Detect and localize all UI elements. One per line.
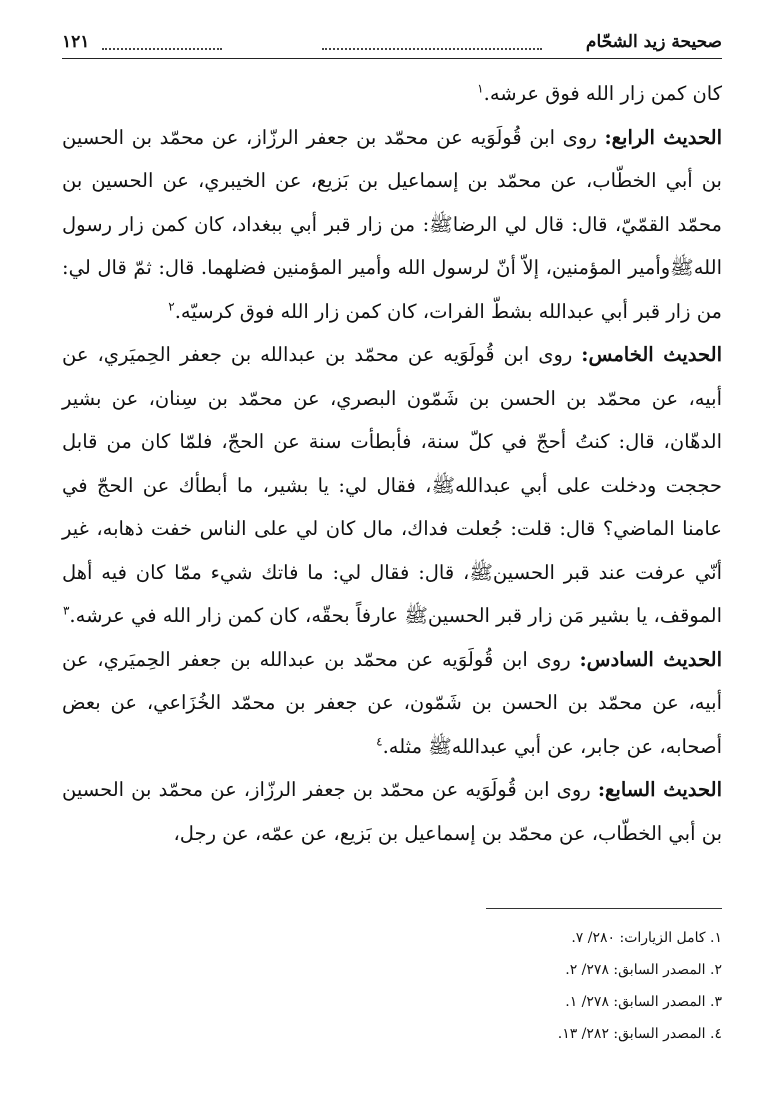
paragraph	[62, 638, 722, 769]
page-number-leader-dots	[102, 28, 222, 50]
footnote: ٤. المصدر السابق: ٢٨٢/ ١٣.	[557, 1026, 722, 1042]
paragraph	[62, 72, 722, 116]
footnote-ref: ١	[477, 81, 484, 96]
footnote-ref: ٢	[168, 299, 175, 313]
footnote: ٣. المصدر السابق: ٢٧٨/ ١.	[565, 994, 722, 1010]
hadith-heading: الحديث الرابع:	[604, 125, 722, 149]
paragraph-text: روى ابن قُولَوَيه عن محمّد بن عبدالله بن جعفر الحِميَري، عن أبيه، عن محمّد بن الحسن بن شَمّون البصري، عن محمّد بن سِنان، عن بشير الدهّان، قال: كنتُ أحجّ في كلّ سنة، فأبطأت سنة عن الحجّ، فلمّا كان من قابل حججت ودخلت على أبي عبداللهﷺ، فقال لي: يا بشير، ما أبطأك عن الحجّ في عامنا الماضي؟ قال: قلت: جُعلت فداك، مال كان لي على الناس خفت ذهابه، غير أنّي عرفت عند قبر الحسينﷺ، قال: فقال لي: ما فاتك شيء ممّا كان فيه أهل الموقف، يا بشير مَن زار قبر الحسينﷺ عارفاً بحقّه، كان كمن زار الله في عرشه.	[62, 343, 722, 627]
hadith-heading: الحديث السابع:	[597, 778, 722, 801]
main-text	[62, 72, 722, 855]
footnote-ref: ٣	[62, 603, 70, 618]
footnote: ١. كامل الزيارات: ٢٨٠/ ٧.	[571, 930, 722, 946]
footnote-ref: ٤	[376, 734, 383, 748]
paragraph-text: روى ابن قُولَوَيه عن محمّد بن جعفر الرزّاز، عن محمّد بن الحسين بن أبي الخطّاب، عن محمّد بن إسماعيل بن بَزيع، عن عمّه، عن رجل،	[62, 778, 722, 845]
page-number: ١٢١	[62, 32, 90, 52]
book-title: صحيحة زيد الشحّام	[585, 32, 722, 52]
footnote: ٢. المصدر السابق: ٢٧٨/ ٢.	[565, 962, 722, 978]
header-leader-dots	[322, 28, 542, 50]
hadith-heading: الحديث الخامس:	[581, 343, 722, 366]
paragraph	[62, 116, 722, 334]
footnote-divider	[486, 908, 722, 909]
paragraph-text: روى ابن قُولَوَيه عن محمّد بن عبدالله بن جعفر الحِميَري، عن أبيه، عن محمّد بن الحسن بن شَمّون، عن جعفر بن محمّد الخُزَاعي، عن بعض أصحابه، عن جابر، عن أبي عبداللهﷺ مثله.	[62, 647, 722, 758]
paragraph-text: كان كمن زار الله فوق عرشه.	[483, 82, 722, 105]
running-header	[62, 28, 722, 59]
paragraph-text: روى ابن قُولَوَيه عن محمّد بن جعفر الرزّاز، عن محمّد بن الحسين بن أبي الخطّاب، عن محمّد بن إسماعيل بن بَزيع، عن الخيبري، عن الحسين بن محمّد القمّيّ، قال: قال لي الرضاﷺ: من زار قبر أبي ببغداد، كان كمن زار رسول اللهﷺوأمير المؤمنين، إلاّ أنّ لرسول الله وأمير المؤمنين فضلهما. قال: ثمّ قال لي: من زار قبر أبي عبدالله بشطّ الفرات، كان كمن زار الله فوق كرسيّه.	[62, 125, 722, 323]
paragraph	[62, 768, 722, 855]
footnotes	[62, 922, 722, 1050]
hadith-heading: الحديث السادس:	[579, 647, 722, 671]
paragraph	[62, 333, 722, 638]
